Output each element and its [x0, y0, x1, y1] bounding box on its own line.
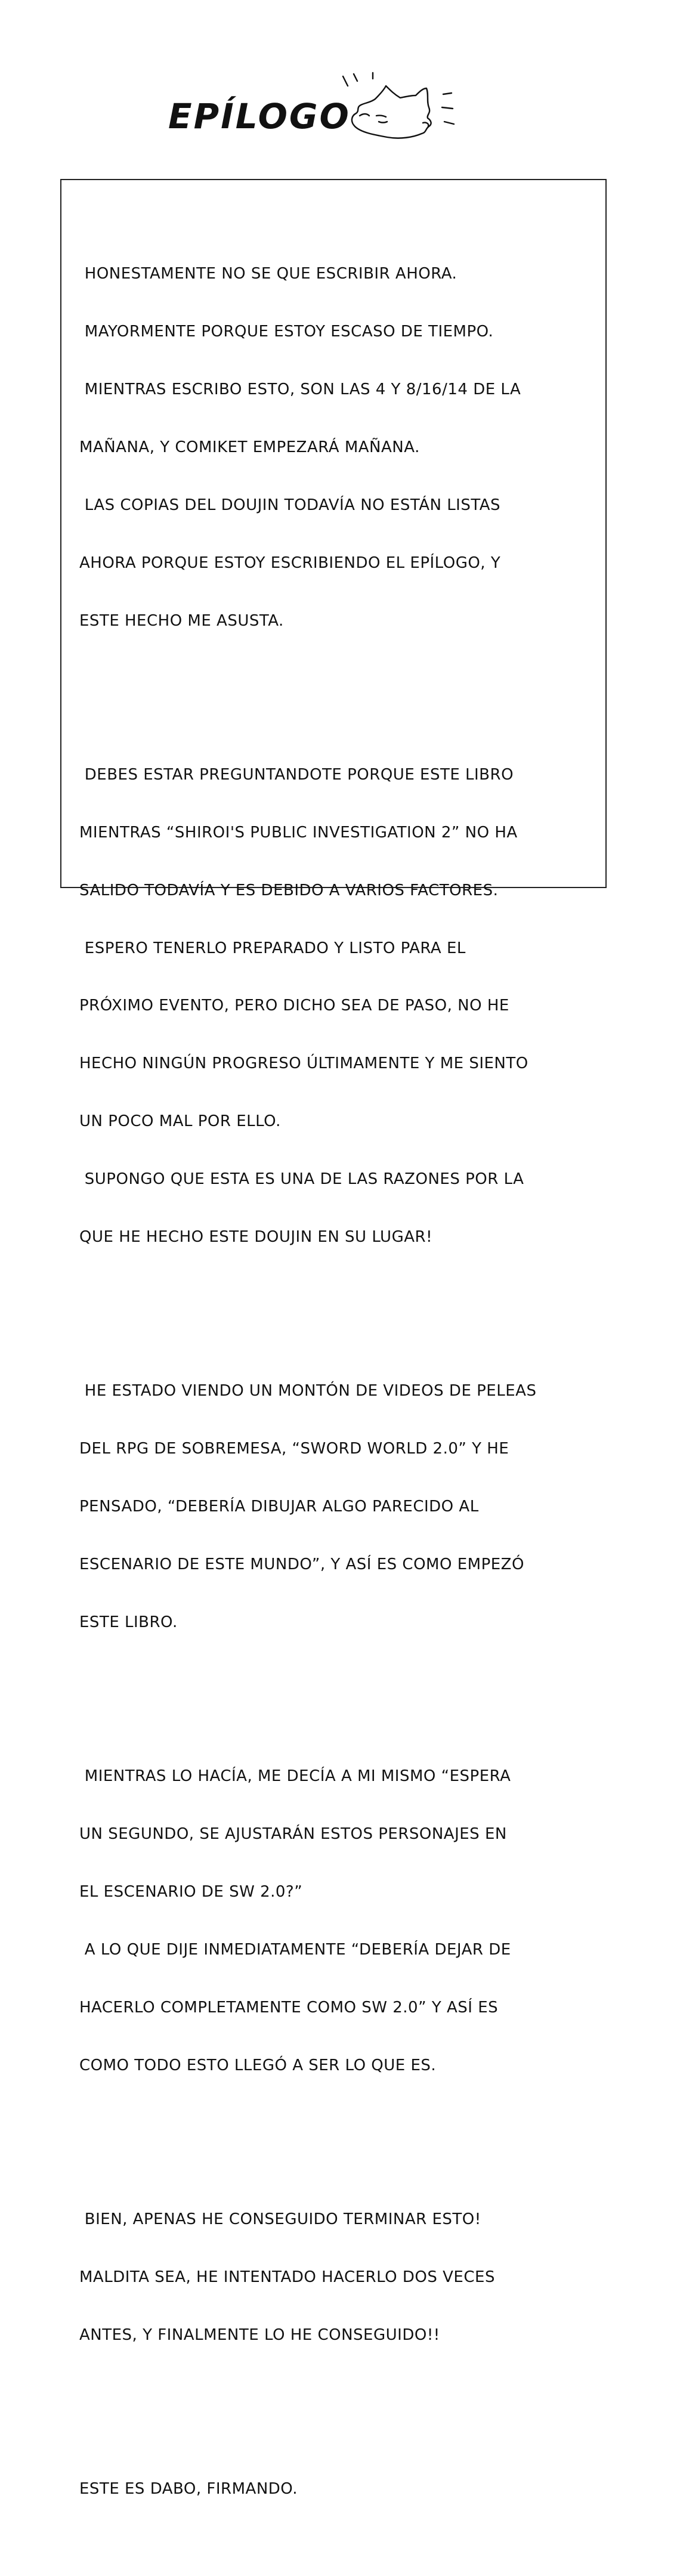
text-line: PENSADO, “DEBERÍA DIBUJAR ALGO PARECIDO AL	[79, 1498, 479, 1516]
text-line: HACERLO COMPLETAMENTE COMO SW 2.0” Y ASÍ ES	[79, 1998, 499, 2017]
text-line: HONESTAMENTE NO SE QUE ESCRIBIR AHORA.	[79, 265, 457, 283]
text-line: MALDITA SEA, HE INTENTADO HACERLO DOS VECES	[79, 2268, 495, 2287]
text-line: QUE HE HECHO ESTE DOUJIN EN SU LUGAR!	[79, 1228, 432, 1247]
paragraph-5	[79, 2172, 598, 2383]
epilogue-body	[79, 187, 598, 2576]
text-line: COMO TODO ESTO LLEGÓ A SER LO QUE ES.	[79, 2056, 437, 2074]
text-line: MAÑANA, Y COMIKET EMPEZARÁ MAÑANA.	[79, 438, 420, 456]
text-line: ESTE HECHO ME ASUSTA.	[79, 611, 284, 630]
text-line: DEL RPG DE SOBREMESA, “SWORD WORLD 2.0” Y HE	[79, 1440, 509, 1458]
text-line: HECHO NINGÚN PROGRESO ÚLTIMAMENTE Y ME SIENTO	[79, 1054, 528, 1073]
text-line: BIEN, APENAS HE CONSEGUIDO TERMINAR ESTO!	[79, 2210, 481, 2229]
text-line: MIENTRAS LO HACÍA, ME DECÍA A MI MISMO “ESPERA	[79, 1767, 511, 1786]
signature-line: ESTE ES DABO, FIRMANDO.	[79, 2480, 298, 2498]
text-line: AHORA PORQUE ESTOY ESCRIBIENDO EL EPÍLOGO, Y	[79, 553, 501, 572]
text-line: ANTES, Y FINALMENTE LO HE CONSEGUIDO!!	[79, 2325, 440, 2344]
text-line: PRÓXIMO EVENTO, PERO DICHO SEA DE PASO, NO HE	[79, 997, 509, 1015]
text-line: A LO QUE DIJE INMEDIATAMENTE “DEBERÍA DEJAR DE	[79, 1941, 511, 1959]
text-line: UN POCO MAL POR ELLO.	[79, 1112, 281, 1131]
paragraph-3	[79, 1343, 598, 1671]
text-line: SUPONGO QUE ESTA ES UNA DE LAS RAZONES POR LA	[79, 1170, 524, 1189]
text-line: EL ESCENARIO DE SW 2.0?”	[79, 1883, 303, 1901]
text-line: HE ESTADO VIENDO UN MONTÓN DE VIDEOS DE PELEAS	[79, 1382, 537, 1400]
signature-paragraph	[79, 2441, 598, 2537]
cat-face-doodle-icon	[343, 70, 471, 151]
paragraph-4	[79, 1728, 598, 2114]
text-line: ESTE LIBRO.	[79, 1613, 178, 1631]
text-line: ESCENARIO DE ESTE MUNDO”, Y ASÍ ES COMO EMPEZÓ	[79, 1556, 524, 1574]
text-line: MIENTRAS “SHIROI'S PUBLIC INVESTIGATION 2” NO HA	[79, 823, 518, 842]
epilogue-text-box	[60, 179, 607, 2498]
text-line: SALIDO TODAVÍA Y ES DEBIDO A VARIOS FACTORES.	[79, 881, 499, 899]
text-line: DEBES ESTAR PREGUNTANDOTE PORQUE ESTE LIBRO	[79, 765, 514, 784]
paragraph-2	[79, 726, 598, 1285]
text-line: MIENTRAS ESCRIBO ESTO, SON LAS 4 Y 8/16/14 DE LA	[79, 380, 521, 398]
text-line: UN SEGUNDO, SE AJUSTARÁN ESTOS PERSONAJES EN	[79, 1825, 507, 1844]
page-title: EPÍLOGO	[168, 96, 351, 137]
text-line: MAYORMENTE PORQUE ESTOY ESCASO DE TIEMPO.	[79, 323, 494, 341]
text-line: LAS COPIAS DEL DOUJIN TODAVÍA NO ESTÁN LISTAS	[79, 496, 501, 514]
text-line: ESPERO TENERLO PREPARADO Y LISTO PARA EL	[79, 939, 466, 957]
paragraph-1	[79, 226, 598, 669]
